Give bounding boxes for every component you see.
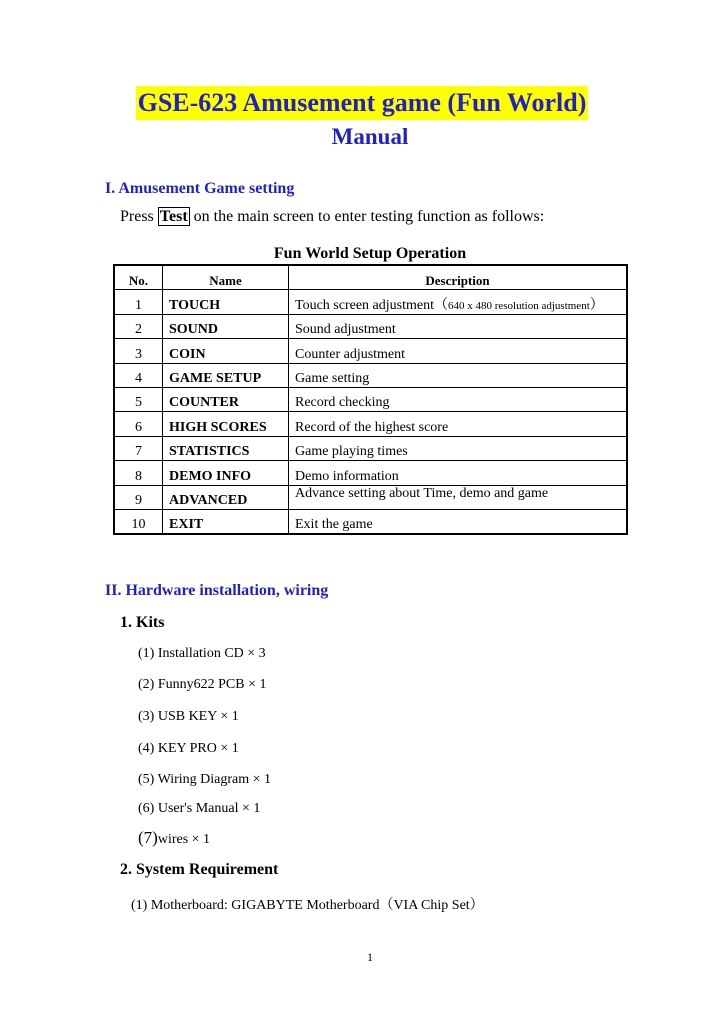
item-number: (2) <box>138 677 155 692</box>
row-no: 9 <box>114 485 163 509</box>
item-number: (5) <box>138 772 155 787</box>
list-item <box>131 894 484 914</box>
table-row <box>114 509 627 534</box>
row-name: HIGH SCORES <box>163 412 289 436</box>
row-no: 2 <box>114 314 163 338</box>
row-name: STATISTICS <box>163 436 289 460</box>
row-name: GAME SETUP <box>163 363 289 387</box>
row-description: Game setting <box>289 363 628 387</box>
row-name: EXIT <box>163 509 289 534</box>
table-row <box>114 485 627 509</box>
section-1-intro <box>120 208 544 226</box>
header-name: Name <box>163 265 289 290</box>
row-description-small: 640 x 480 resolution adjustment <box>447 299 590 312</box>
system-requirement-heading: 2. System Requirement <box>120 861 279 878</box>
row-description: Record checking <box>289 387 628 411</box>
section-2-heading: II. Hardware installation, wiring <box>105 582 329 599</box>
row-description: Counter adjustment <box>289 339 628 363</box>
header-description: Description <box>289 265 628 290</box>
item-text: Installation CD × 3 <box>157 646 266 661</box>
table-row <box>114 314 627 338</box>
row-description-text: Touch screen adjustment（ <box>295 297 448 313</box>
table-title: Fun World Setup Operation <box>273 245 467 262</box>
row-description: Game playing times <box>289 436 628 460</box>
item-text: Funny622 PCB × 1 <box>157 677 267 692</box>
row-description: Exit the game <box>289 509 628 534</box>
row-no: 4 <box>114 363 163 387</box>
document-title: GSE-623 Amusement game (Fun World) <box>136 86 589 120</box>
row-no: 8 <box>114 461 163 485</box>
list-item <box>138 677 266 693</box>
item-number: (1) <box>138 646 155 661</box>
item-text: wires × 1 <box>157 832 211 847</box>
table-row <box>114 436 627 460</box>
row-name: COIN <box>163 339 289 363</box>
row-name: DEMO INFO <box>163 461 289 485</box>
setup-operation-table <box>113 264 628 535</box>
page-number: 1 <box>367 950 373 964</box>
list-item <box>138 646 266 662</box>
row-no: 7 <box>114 436 163 460</box>
item-text: KEY PRO × 1 <box>157 741 239 756</box>
row-description-end: ） <box>589 297 604 313</box>
row-no: 3 <box>114 339 163 363</box>
list-item <box>138 772 271 788</box>
item-number: (3) <box>138 709 155 724</box>
intro-text-after: on the main screen to enter testing function as follows: <box>189 208 545 225</box>
row-no: 1 <box>114 290 163 314</box>
section-1-heading: I. Amusement Game setting <box>105 180 295 197</box>
table-row <box>114 461 627 485</box>
item-text: USB KEY × 1 <box>157 709 239 724</box>
item-number: (1) <box>131 898 148 913</box>
row-description: Sound adjustment <box>289 314 628 338</box>
table-row <box>114 412 627 436</box>
item-text: Motherboard: GIGABYTE Motherboard（VIA Chip Set） <box>150 898 484 913</box>
row-name: ADVANCED <box>163 485 289 509</box>
row-description <box>289 290 628 314</box>
item-number: (6) <box>138 801 155 816</box>
table-row <box>114 290 627 314</box>
header-no: No. <box>114 265 163 290</box>
title-wrap <box>0 86 724 120</box>
item-text: Wiring Diagram × 1 <box>157 772 272 787</box>
intro-text-before: Press <box>120 208 158 225</box>
table-row <box>114 387 627 411</box>
list-item <box>138 709 239 725</box>
item-number: (7) <box>138 828 158 847</box>
table-row <box>114 363 627 387</box>
list-item <box>138 741 239 757</box>
table-header-row <box>114 265 627 290</box>
row-name: TOUCH <box>163 290 289 314</box>
list-item <box>138 828 210 848</box>
table-row <box>114 339 627 363</box>
document-subtitle: Manual <box>331 124 409 149</box>
item-number: (4) <box>138 741 155 756</box>
row-name: SOUND <box>163 314 289 338</box>
row-no: 10 <box>114 509 163 534</box>
kits-heading: 1. Kits <box>120 614 165 631</box>
row-name: COUNTER <box>163 387 289 411</box>
list-item <box>138 801 260 817</box>
row-description: Advance setting about Time, demo and game <box>289 485 628 509</box>
row-description: Demo information <box>289 461 628 485</box>
row-description: Record of the highest score <box>289 412 628 436</box>
row-no: 6 <box>114 412 163 436</box>
test-key-label: Test <box>159 208 188 225</box>
item-text: User's Manual × 1 <box>157 801 261 816</box>
row-no: 5 <box>114 387 163 411</box>
